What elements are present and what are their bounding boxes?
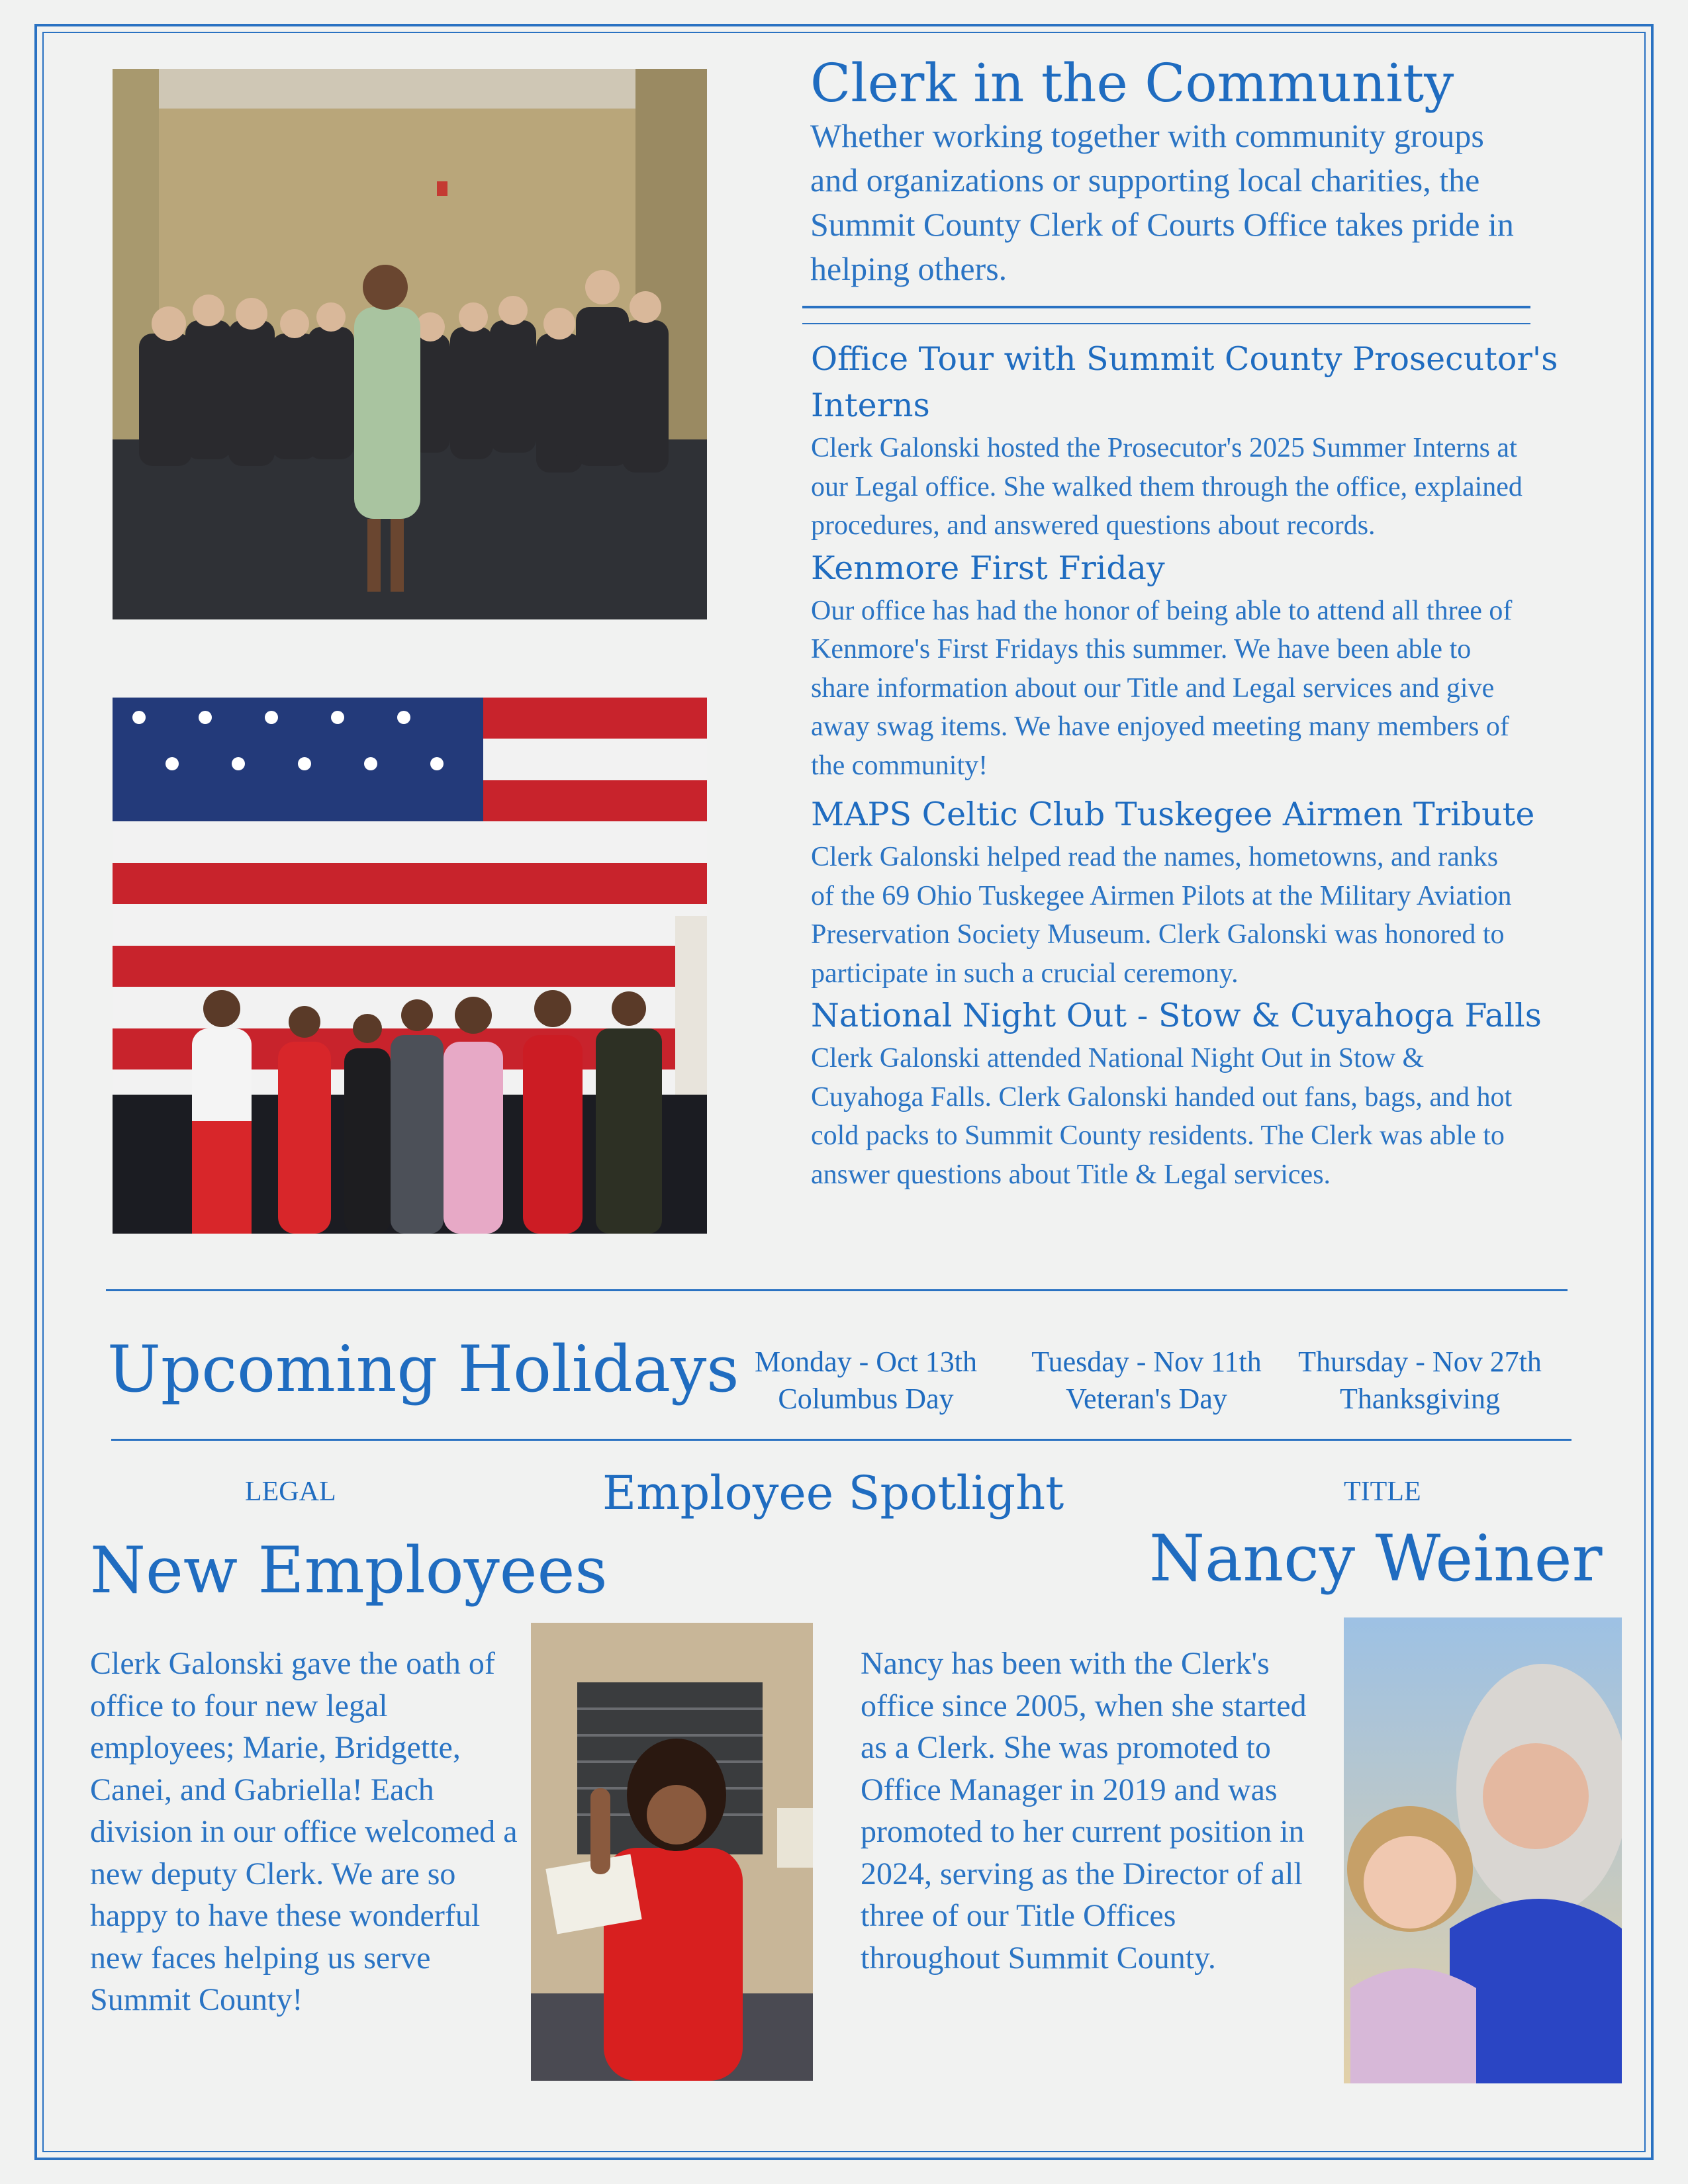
holiday-date: Thursday - Nov 27th — [1298, 1345, 1542, 1378]
community-intro: Whether working together with community groups and organizations or supporting local charities, the Summit County Clerk of Courts Office takes pride in helping others. — [810, 117, 1514, 287]
holidays-title: Upcoming Holidays — [107, 1332, 739, 1406]
holiday-veterans — [1008, 1343, 1286, 1418]
holiday-name: Columbus Day — [778, 1383, 954, 1415]
section-body-kenmore: Our office has had the honor of being able to attend all three of Kenmore's First Fridays this summer. We have been able to share information about our Title and Legal services and give away swag items. We have enjoyed meeting many members of the community! — [811, 595, 1513, 781]
section-title-tuskegee: MAPS Celtic Club Tuskegee Airmen Tribute — [811, 796, 1535, 833]
title-label: TITLE — [1344, 1477, 1421, 1507]
oath-photo — [531, 1623, 813, 2081]
community-sections — [811, 336, 1585, 1194]
divider-top-thin — [802, 323, 1530, 324]
section-body-office-tour: Clerk Galonski hosted the Prosecutor's 2025 Summer Interns at our Legal office. She walked them through the office, explained procedures, and answered questions about records. — [811, 433, 1523, 541]
section-title-kenmore: Kenmore First Friday — [811, 549, 1165, 587]
spotlight-title: Employee Spotlight — [602, 1466, 1064, 1520]
interns-group-photo — [113, 69, 707, 619]
nancy-weiner-heading: Nancy Weiner — [1149, 1522, 1603, 1596]
community-title: Clerk in the Community — [810, 52, 1454, 114]
legal-label: LEGAL — [245, 1477, 336, 1507]
new-employees-body: Clerk Galonski gave the oath of office to four new legal employees; Marie, Bridgette, Canei, and Gabriella! Each division in our office welcomed a new deputy Clerk. We are so happy to have these wonderful new faces helping us serve Summit County! — [90, 1646, 518, 2017]
holiday-date: Tuesday - Nov 11th — [1031, 1345, 1262, 1378]
holiday-name: Veteran's Day — [1066, 1383, 1227, 1415]
divider-top — [802, 306, 1530, 308]
new-employees-heading: New Employees — [90, 1533, 608, 1608]
divider-holidays-bottom — [111, 1439, 1571, 1441]
holiday-columbus — [733, 1343, 998, 1418]
nancy-weiner-body: Nancy has been with the Clerk's office since 2005, when she started as a Clerk. She was promoted to Office Manager in 2019 and was promoted to her current position in 2024, serving as the Director of all three of our Title Offices throughout Summit County. — [861, 1646, 1307, 1976]
section-body-tuskegee: Clerk Galonski helped read the names, hometowns, and ranks of the 69 Ohio Tuskegee Airmen Pilots at the Military Aviation Preservation Society Museum. Clerk Galonski was honored to participate in such a crucial ceremony. — [811, 842, 1512, 989]
holiday-name: Thanksgiving — [1340, 1383, 1500, 1415]
divider-holidays-top — [106, 1289, 1568, 1291]
holiday-date: Monday - Oct 13th — [754, 1345, 978, 1378]
tuskegee-tribute-photo — [113, 698, 707, 1234]
section-body-night-out: Clerk Galonski attended National Night Out in Stow & Cuyahoga Falls. Clerk Galonski handed out fans, bags, and hot cold packs to Summit County residents. The Clerk was able to answer questions about Title & Legal services. — [811, 1043, 1513, 1190]
holiday-thanksgiving — [1281, 1343, 1559, 1418]
nancy-weiner-photo — [1344, 1617, 1622, 2083]
section-title-night-out: National Night Out - Stow & Cuyahoga Falls — [811, 997, 1542, 1034]
section-title-office-tour: Office Tour with Summit County Prosecutor's Interns — [811, 340, 1558, 424]
